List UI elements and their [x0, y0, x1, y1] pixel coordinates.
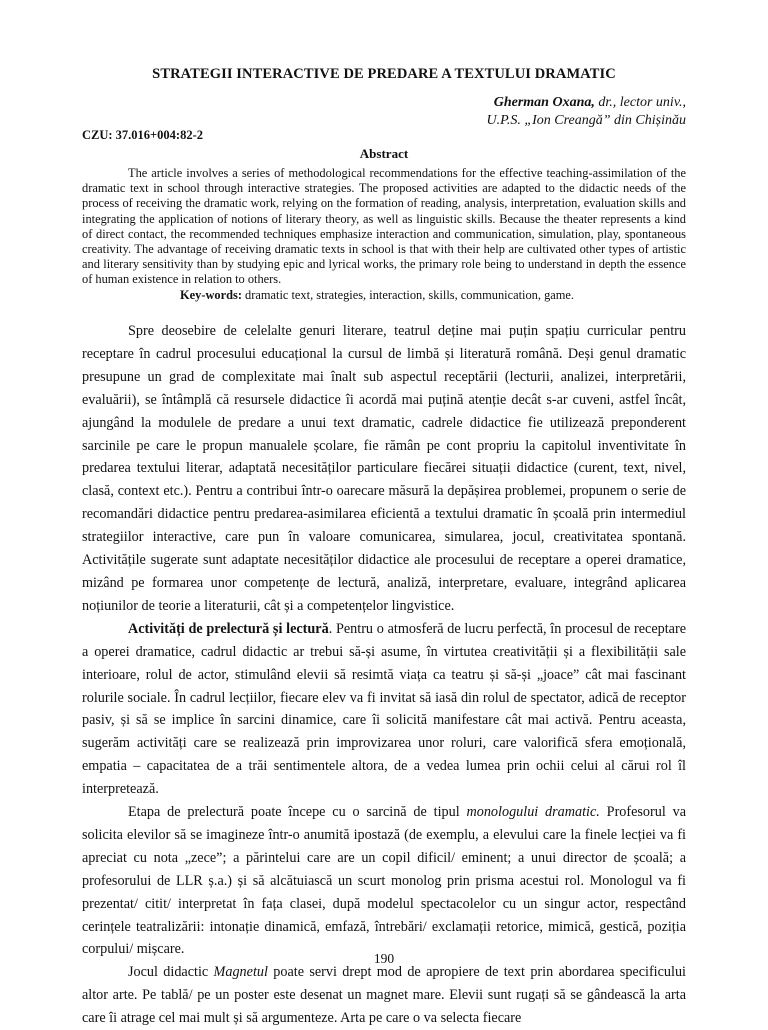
keywords-text: dramatic text, strategies, interaction, skills, communication, game. — [241, 287, 574, 302]
keywords-line — [82, 288, 686, 303]
paragraph-4-text-a: Jocul didactic — [128, 964, 214, 981]
keywords-label: Key-words: — [180, 287, 242, 302]
author-role: dr., lector univ., — [594, 95, 686, 110]
section-heading-prelectura: Activități de prelectură și lectură — [128, 620, 329, 637]
paragraph-4 — [82, 961, 686, 1030]
body-text — [82, 320, 686, 1030]
author-name: Gherman Oxana, — [493, 95, 595, 110]
author-block — [486, 94, 686, 130]
czu-code: CZU: 37.016+004:82-2 — [82, 128, 204, 142]
paragraph-2 — [82, 618, 686, 801]
paragraph-3-text-a: Etapa de prelectură poate începe cu o sarcină de tipul — [128, 804, 467, 821]
paragraph-4-text-b: poate servi drept mod de apropiere de text prin abordarea specificului altor arte. Pe tablă/ pe un poster este desenat un magnet mare. Elevii sunt rugați să se gândească la arta care îi atrage cel mai mult și să argumenteze. Arta pe care o va selecta fiecare — [82, 964, 686, 1027]
abstract-text: The article involves a series of methodological recommendations for the effective teaching-assimilation of the dramatic text in school through interactive strategies. The proposed activities are adapted to the didactic needs of the process of receiving the dramatic work, relying on the formation of reading, analysis, interpretation, evaluation skills and integrating the application of notions of literary theory, as well as linguistic skills. Because the theater represents a kind of direct contact, the recommended techniques emphasize interaction and communication, simulation, play, spontaneous creativity. The advantage of receiving dramatic texts in school is that with their help are cultivated other types of artistic and literary sensitivity than by studying epic and lyrical works, the primary role being to understand in depth the essence of human existence in relation to others. — [82, 166, 686, 287]
paragraph-1: Spre deosebire de celelalte genuri literare, teatrul deține mai puțin spațiu curricular pentru receptare în cadrul procesului educațional la cursul de limbă și literatură română. Deși genul dramatic presupune un grad de complexitate mai înalt sub aspectul receptării (lecturii, analizei, interpretării, evaluării), se întâmplă că resursele didactice îi acordă mai puțină atenție decât s-ar cuveni, astfel încât, ajungând la modulele de predare a unui text dramatic, cadrele didactice fie utilizează preponderent sarcinile pe care le propun manualele școlare, fie rămân pe cont propriu la capitolul inventivitate în predarea textului literar, adaptată necesităților particulare fiecărei situații didactice (curent, text, nivel, clasă, context etc.). Pentru a contribui într-o oarecare măsură la depășirea problemei, propunem o serie de recomandări didactice pentru predarea-asimilarea eficientă a textului dramatic în școală prin intermediul strategiilor interactive, care pun în valoare comunicarea, simularea, jocul, creativitatea spontană. Activitățile sugerate sunt adaptate necesităților didactice ale procesului de receptare a operei dramatice, mizând pe formarea unor competențe de lectură, analiză, interpretare, evaluare, integrând aplicarea noțiunilor de teorie a literaturii, cât și a competențelor lingvistice. — [82, 323, 686, 614]
abstract-heading: Abstract — [359, 146, 409, 161]
paragraph-3-text-b: Profesorul va solicita elevilor să se imagineze într-o anumită ipostază (de exemplu, a elevului care la finele lecției va fi apreciat cu nota „zece”; a părintelui care are un copil dificil/ eminent; a unui director de școală; a profesorului de LLR ș.a.) și să alcătuiască un scurt monolog prin prisma acestui rol. Monologul va fi prezentat/ citit/ interpretat în fața clasei, după modelul spectacolelor cu un singur actor, respectând cerințele teatralizării: intonație dinamică, emfază, întrebări/ exclamații retorice, mimică, gestică, poziția corpului/ mișcare. — [82, 804, 686, 958]
paper-title: STRATEGII INTERACTIVE DE PREDARE A TEXTULUI DRAMATIC — [152, 66, 616, 82]
author-affiliation: U.P.S. „Ion Creangă” din Chișinău — [486, 113, 686, 128]
page-number: 190 — [373, 951, 395, 966]
paragraph-2-text: . Pentru o atmosferă de lucru perfectă, în procesul de receptare a operei dramatice, cadrul didactic ar trebui să-și asume, în virtutea creativității și a flexibilității sale interioare, rolul de actor, stimulând elevii să resimtă viața ca teatru și să-și „joace” cât mai fascinant rolurile sociale. În cadrul lecțiilor, fiecare elev va fi invitat să iasă din rolul de spectator, adică de receptor pasiv, și să se implice în sarcini dinamice, care îi solicită manifestare cât mai activă. Pentru aceasta, sugerăm activități care se realizează prin improvizarea unor roluri, care valorifică sfera emoțională, empatia – capacitatea de a trăi sentimentele altora, de a vedea lumea prin ochii celui al cărui rol îl interpretează. — [82, 620, 686, 798]
author-line — [486, 94, 686, 112]
term-monolog-dramatic: monologului dramatic. — [466, 804, 600, 821]
term-magnetul: Magnetul — [213, 964, 268, 981]
abstract-section — [82, 166, 686, 303]
paragraph-3 — [82, 801, 686, 961]
